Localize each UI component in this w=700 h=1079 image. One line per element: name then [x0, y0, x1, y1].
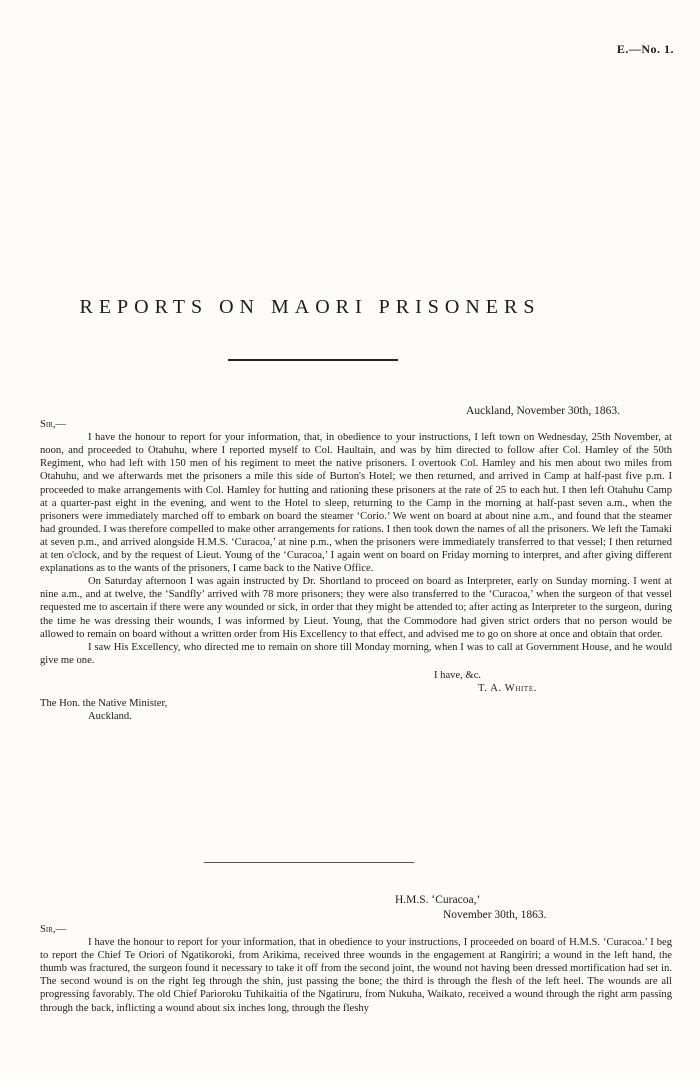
letter-paragraph: I have the honour to report for your information, that, in obedience to your instructions, I left town on Wednesday, 25th November, at noon, and proceeded to Otahuhu, where I reported myself to Col. Haultain, and was by him directed to follow after Col. Hamley of the 50th Regiment, who had left with 150 men of his regiment to meet the native prisoners. I overtook Col. Hamley and his men about two miles from Otahuhu, and we afterwards met the prisoners a mile this side of Burton's Hotel; we then returned, and arrived in Camp at half-past five p.m. I proceeded to make arrangements with Col. Hamley for hutting and rationing these prisoners at the rate of 25 to each hut. I then left Otahuhu Camp at a quarter-past eight in the evening, and went to the Hotel to sleep, returning to the Camp in the morning at half-past seven a.m., when the prisoners were immediately marched off to embark on board the steamer ‘Corio.’ We went on board at about nine a.m., and found that the steamer had grounded. I was therefore compelled to make other arrangements for rations. I then took down the names of all the prisoners. We left the Tamaki at seven p.m., and arrived alongside H.M.S. ‘Curacoa,’ at nine p.m., when the prisoners were immediately transferred to that vessel; I then returned at ten o'clock, and by the request of Lieut. Young of the ‘Curacoa,’ I again went on board on Friday morning to interpret, and after giving different explanations as to the wants of the prisoners, I came back to the Native Office.	[40, 432, 672, 575]
document-title: REPORTS ON MAORI PRISONERS	[79, 296, 541, 318]
letter-closing: I have, &c.	[434, 669, 482, 681]
letter-dateline: Auckland, November 30th, 1863.	[466, 405, 620, 417]
letter-paragraph: I have the honour to report for your information, that in obedience to your instructions, I proceeded on board of H.M.S. ‘Curacoa.’ I beg to report the Chief Te Oriori of Ngatikoroki, from Arikima, received three wounds in the engagement at Rangiriri; a wound in the left hand, the thumb was fractured, the surgeon found it necessary to take it off from the second joint, the wound not having been dressed mortification had set in. The second wound is on the right leg through the shin, just passing the bone; the third is through the flesh of the left heel. The wounds are all progressing favorably. The old Chief Parioroku Tuhikaitia of the Ngatiruru, from Nukuha, Waikato, received a wound through the right arm passing through the back, inflicting a wound about six inches long, through the fleshy	[40, 937, 672, 1014]
letter-salutation: Sir,—	[40, 419, 67, 431]
letter-paragraph: On Saturday afternoon I was again instructed by Dr. Shortland to proceed on board as Interpreter, early on Sunday morning. I went at nine a.m., and at twelve, the ‘Sandfly’ arrived with 78 more prisoners; they were also transferred to the ‘Curacoa,’ when the surgeon of that vessel requested me to ascertain if there were any wounded or sick, in order that they might be attended to; after acting as Interpreter to the surgeon, during the time he was dressing their wounds, I was informed by Lieut. Young, that the Commodore had given strict orders that no person would be allowed to remain on board without a written order from His Excellency to that effect, and advised me to go on shore at once and obtain that order.	[40, 576, 672, 640]
dateline-date: November 30th, 1863.	[443, 909, 547, 921]
letter-divider	[204, 862, 414, 863]
letter-recipient	[40, 697, 672, 723]
letter-dateline	[395, 893, 672, 923]
dateline-place: H.M.S. ‘Curacoa,’	[395, 894, 481, 906]
letter-white	[40, 405, 672, 723]
letter-signature: T. A. White.	[478, 682, 537, 694]
letter-curacoa	[40, 893, 672, 1015]
letter-salutation: Sir,—	[40, 924, 67, 935]
title-divider	[228, 359, 398, 361]
recipient-title: The Hon. the Native Minister,	[40, 698, 168, 710]
letter-paragraph: I saw His Excellency, who directed me to remain on shore till Monday morning, when I was to call at Government House, and he would give me one.	[40, 641, 672, 666]
recipient-city: Auckland.	[88, 711, 132, 723]
page-reference: E.—No. 1.	[616, 42, 674, 56]
